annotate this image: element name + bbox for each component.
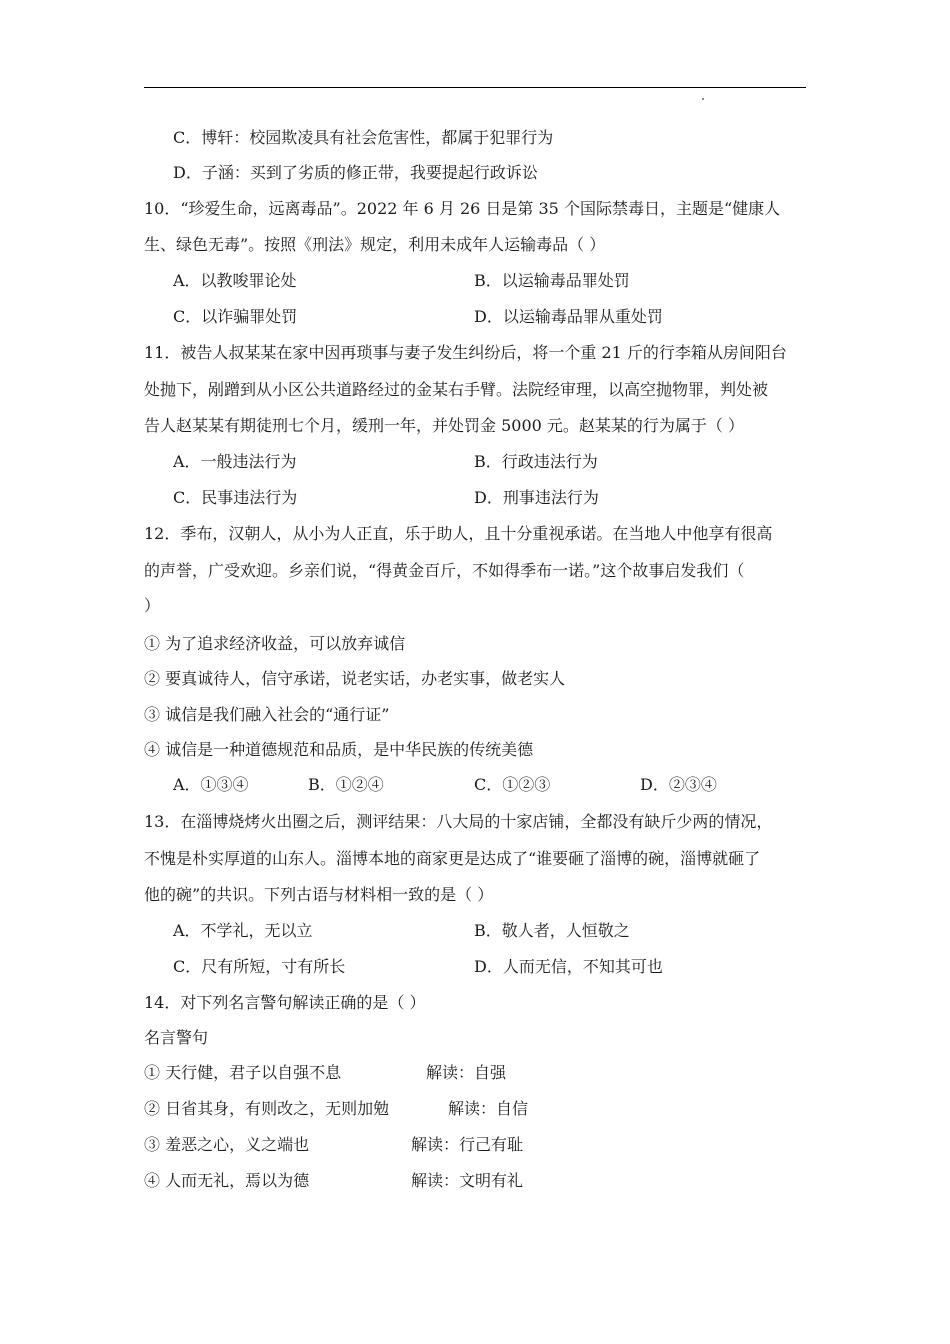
q14-heading: 名言警句	[144, 1028, 209, 1047]
q12-option-a: A．①③④	[173, 775, 249, 794]
q13-option-c: C．尺有所短，寸有所长	[173, 957, 346, 976]
q13-option-b: B．敬人者，人恒敬之	[474, 921, 630, 940]
q12-option-d: D．②③④	[640, 775, 717, 794]
q14-quote-4: ④ 人而无礼，焉以为德	[144, 1171, 310, 1190]
header-rule	[144, 87, 806, 88]
q11-stem-line2: 处抛下，剐蹭到从小区公共道路经过的金某右手臂。法院经审理，以高空抛物罪，判处被	[144, 380, 769, 399]
q11-option-a: A．一般违法行为	[173, 452, 297, 471]
q14-reading-4: 解读：文明有礼	[411, 1171, 524, 1190]
q12-stem-line2: 的声誉，广受欢迎。乡亲们说，“得黄金百斤，不如得季布一诺。”这个故事启发我们（	[144, 561, 745, 580]
q12-item-3: ③ 诚信是我们融入社会的“通行证”	[144, 705, 390, 724]
q12-item-2: ② 要真诚待人，信守承诺，说老实话，办老实事，做老实人	[144, 669, 566, 688]
q12-stem-line1: 12．季布，汉朝人，从小为人正直，乐于助人，且十分重视承诺。在当地人中他享有很高	[144, 524, 773, 543]
q13-stem-line3: 他的碗”的共识。下列古语与材料相一致的是（ ）	[144, 885, 494, 904]
q14-quote-1: ① 天行健，君子以自强不息	[144, 1063, 342, 1082]
q11-stem-line1: 11．被告人叔某某在家中因再琐事与妻子发生纠纷后，将一个重 21 斤的行李箱从房间阳台	[144, 343, 787, 362]
q12-option-c: C．①②③	[474, 775, 551, 794]
q11-option-b: B．行政违法行为	[474, 452, 598, 471]
q14-quote-2: ② 日省其身，有则改之，无则加勉	[144, 1099, 390, 1118]
header-mark	[702, 98, 704, 100]
q12-stem-line3: ）	[144, 596, 161, 615]
q12-item-1: ① 为了追求经济收益，可以放弃诚信	[144, 634, 406, 653]
q10-option-d: D．以运输毒品罪从重处罚	[474, 307, 663, 326]
q10-option-a: A．以教唆罪论处	[173, 271, 297, 290]
q11-option-c: C．民事违法行为	[173, 488, 298, 507]
q11-option-d: D．刑事违法行为	[474, 488, 599, 507]
prev-option-d: D．子涵：买到了劣质的修正带，我要提起行政诉讼	[173, 163, 538, 182]
q13-option-a: A．不学礼，无以立	[173, 921, 313, 940]
q14-reading-3: 解读：行己有耻	[411, 1135, 524, 1154]
q13-stem-line2: 不愧是朴实厚道的山东人。淄博本地的商家更是达成了“谁要砸了淄博的碗，淄博就砸了	[144, 849, 761, 868]
q12-option-b: B．①②④	[308, 775, 384, 794]
q13-stem-line1: 13．在淄博烧烤火出圈之后，测评结果：八大局的十家店铺，全都没有缺斤少两的情况，	[144, 812, 773, 831]
q10-stem-line1: 10．“珍爱生命，远离毒品”。2022 年 6 月 26 日是第 35 个国际禁毒日，主题是“健康人	[144, 199, 781, 218]
prev-option-c: C．博轩：校园欺凌具有社会危害性，都属于犯罪行为	[173, 128, 554, 147]
q13-option-d: D．人而无信，不知其可也	[474, 957, 663, 976]
q14-quote-3: ③ 羞恶之心，义之端也	[144, 1135, 310, 1154]
q14-reading-2: 解读：自信	[448, 1099, 529, 1118]
q10-option-c: C．以诈骗罪处罚	[173, 307, 298, 326]
q11-stem-line3: 告人赵某某有期徒刑七个月，缓刑一年，并处罚金 5000 元。赵某某的行为属于（ ）	[144, 416, 744, 435]
q14-stem: 14．对下列名言警句解读正确的是（ ）	[144, 993, 426, 1012]
q10-option-b: B．以运输毒品罪处罚	[474, 271, 630, 290]
q10-stem-line2: 生、绿色无毒”。按照《刑法》规定，利用未成年人运输毒品（ ）	[144, 235, 606, 254]
q14-reading-1: 解读：自强	[426, 1063, 507, 1082]
q12-item-4: ④ 诚信是一种道德规范和品质，是中华民族的传统美德	[144, 740, 534, 759]
